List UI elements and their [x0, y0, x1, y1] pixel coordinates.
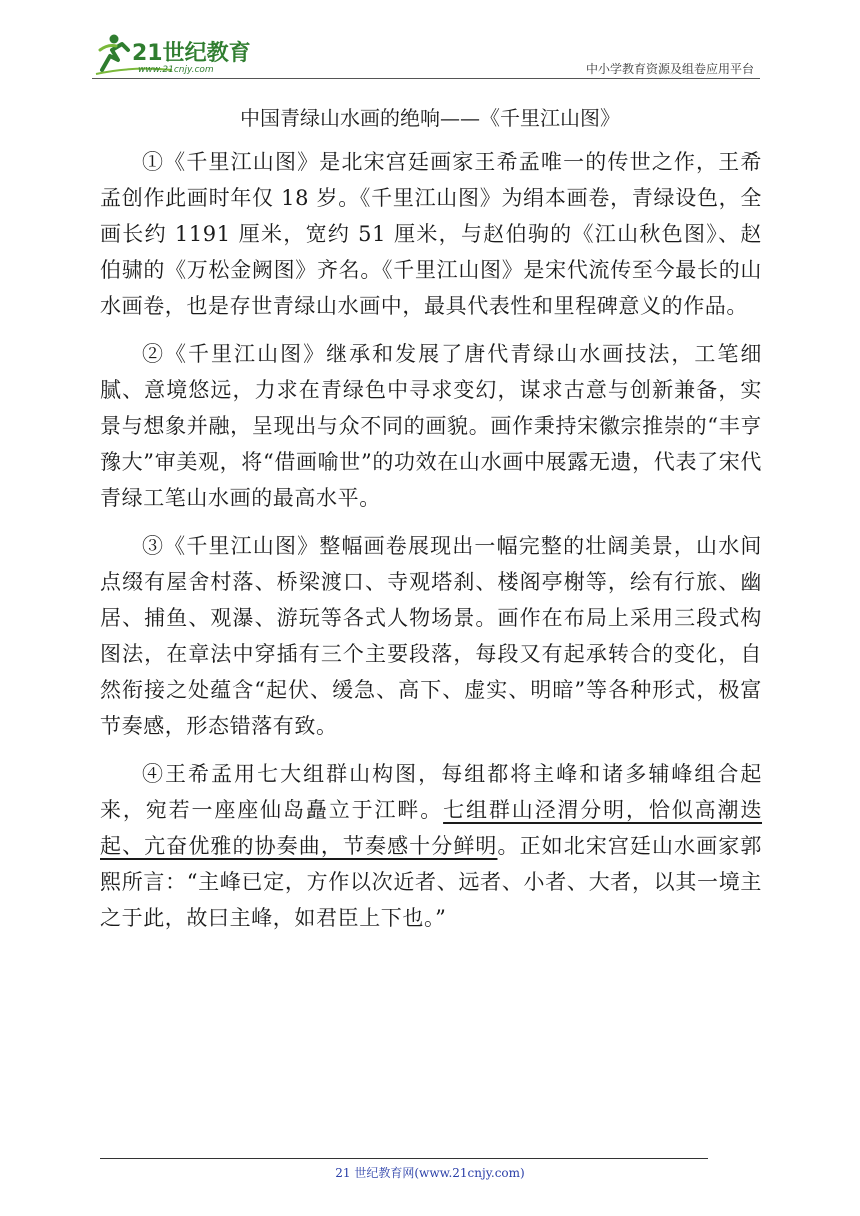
paragraph-4 — [100, 756, 762, 936]
paragraph-4-lead: ④王希孟用七大组群山构图，每组都将主峰和诸多辅峰组合起来，宛若一座座仙岛矗立于江畔。 — [100, 762, 762, 822]
paragraph-2: ②《千里江山图》继承和发展了唐代青绿山水画技法，工笔细腻、意境悠远，力求在青绿色中寻求变幻，谋求古意与创新兼备，实景与想象并融，呈现出与众不同的画貌。画作秉持宋徽宗推崇的“丰亨豫大”审美观，将“借画喻世”的功效在山水画中展露无遗，代表了宋代青绿工笔山水画的最高水平。 — [100, 342, 762, 510]
logo-url: www.21cnjy.com — [138, 65, 214, 75]
site-logo[interactable] — [92, 30, 262, 76]
article-body — [100, 144, 762, 948]
paragraph-3: ③《千里江山图》整幅画卷展现出一幅完整的壮阔美景，山水间点缀有屋舍村落、桥梁渡口、寺观塔刹、楼阁亭榭等，绘有行旅、幽居、捕鱼、观瀑、游玩等各式人物场景。画作在布局上采用三段式构图法，在章法中穿插有三个主要段落，每段又有起承转合的变化，自然衔接之处蕴含“起伏、缓急、高下、虚实、明暗”等各种形式，极富节奏感，形态错落有致。 — [100, 534, 762, 738]
underlined-sentence: 七组群山泾渭分明，恰似高潮迭起、亢奋优雅的协奏曲，节奏感十分鲜明 — [100, 798, 763, 858]
logo-text: 21世纪教育 — [132, 41, 251, 66]
header-divider — [92, 78, 760, 79]
footer-divider — [100, 1158, 708, 1159]
platform-label: 中小学教育资源及组卷应用平台 — [585, 62, 754, 76]
footer-link[interactable]: 21 世纪教育网(www.21cnjy.com) — [335, 1166, 525, 1180]
paragraph-1: ①《千里江山图》是北宋宫廷画家王希孟唯一的传世之作，王希孟创作此画时年仅 18 岁。《千里江山图》为绢本画卷，青绿设色，全画长约 1191 厘米，宽约 51 厘米，与赵伯驹的《江山秋色图》、赵伯骕的《万松金阙图》齐名。《千里江山图》是宋代流传至今最长的山水画卷，也是存世青绿山水画中，最具代表性和里程碑意义的作品。 — [100, 150, 762, 318]
runner-logo-icon — [92, 30, 262, 76]
paragraph-4-tail: 。正如北宋宫廷山水画家郭熙所言：“主峰已定，方作以次近者、远者、小者、大者，以其一境主之于此，故曰主峰，如君臣上下也。” — [100, 834, 762, 930]
page-header — [92, 30, 760, 80]
article-title: 中国青绿山水画的绝响——《千里江山图》 — [240, 106, 620, 130]
